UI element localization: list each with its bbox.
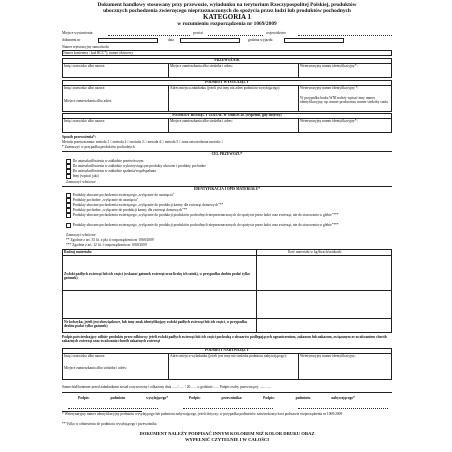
receiver-header: PODMIOT NABYWAJĄCY [205,348,249,352]
footer-line-1: DOKUMENT NALEŻY PODPISAĆ INNYM KOLOREM NIŻ KOLOR DRUKU ORAZ [139,431,315,436]
checkbox-icon[interactable] [66,213,71,218]
intermediary-address-label: Miejsce zamieszkania albo siedziba i adres: [170,119,233,123]
consignor-vet-note: W przypadku braku WNI należy wpisać inny numer identyfikacyjny, np. numer producenta, numer siedziby stada. [300,96,389,105]
checkbox-icon[interactable] [66,159,71,164]
material-type-label: Rodzaj materiału: [64,250,93,254]
vehicle-label: Numer rejestracyjny samochodu [62,45,109,49]
identification-header: IDENTYFIKACJA I OPIS MATERIAŁU* [193,187,261,191]
divider [298,85,299,112]
receiver-name-label: Imię i nazwisko albo nazwa: [64,354,106,358]
consignor-address-label: Miejsce zamieszkania albo adres: [64,99,113,103]
checkbox-icon[interactable] [66,169,71,174]
transport-method-label: Sposób przewożenia*: [62,135,97,139]
unloading-address-label: Adres miejsca wyładunku (jeżeli jest inny niż siedziba podmiotu nabywającego): [170,354,287,358]
intermediary-name-label: Imię i nazwisko albo nazwa: [64,119,106,123]
consignor-vet-label: Weterynaryjny numer identyfikacyjny *: [300,86,359,90]
ident-option[interactable]: Produkty uboczne pochodzenia zwierzęcego „wyłącznie do produkcji karmy dla zwierząt domowych"** [66,203,223,208]
voivodeship-field[interactable] [298,35,392,36]
consignor-name-label: Imię i nazwisko albo nazwa: [64,86,106,90]
ident-note-2: *** Zgodnie z art. 12 lit. f rozporządzenia nr 1069/2009 [66,243,147,247]
ident-note-1: ** Zgodnie z art. 35 lit. a pkt ii rozporządzenia nr 1069/2009 [66,238,154,242]
disinfection-line: Samochód/kontener przed załadunkiem został oczyszczony i odkażony dnia ..... / ..... / 20....... o godzinie ...... Podpis osoby przewożącej: ............ [62,385,271,389]
divider [62,318,392,319]
title-line-1: Dokument handlowy stosowany przy przewozie, wyładunku na terytorium Rzeczypospolitej Polskiej, produktów [97,2,357,8]
carcass-description-label: Zwłoki padłych zwierząt lub ich części (wskazać gatunek zwierzęt oraz liczbę ich sztuk), w przypadku drobiu podać tylko gatunek) [64,272,250,281]
date-label: data [168,38,174,42]
checkbox-icon[interactable] [66,208,71,213]
doc-number-field[interactable] [98,38,158,43]
divider [168,353,169,380]
purpose-option[interactable]: Do unieszkodliwienia w zakładzie wykorzystującym produkty uboczne i produkty pochodne [66,164,206,169]
divider [168,85,169,112]
divider [168,118,169,133]
derived-products-note: * Zaznaczyć w przypadku produktów pochodnych [62,145,135,149]
signature-receiver-field[interactable] [298,408,388,409]
signature-labels: Podpis: podmiotu wysyłającego* Podpis: przewoźnika: Podpis: podmiotu nabywającego* [78,396,355,400]
place-label: Miejsce wystawienia: [62,31,94,35]
title-category: KATEGORIA 1 [203,13,251,21]
container-label: Numer kontenera / kod RCC*), numer okresowy [63,51,134,55]
ident-footnote: Zaznaczyć właściwe [66,233,96,237]
intermediary-header: PODMIOT BIORĄCY UDZIAŁ W OBROCIE (wypełnić, gdy dotyczy) [172,113,282,117]
document-sheet [58,0,396,452]
departure-field[interactable] [284,38,344,43]
purpose-option[interactable]: Do unieszkodliwienia w zakładzie przetwórczym [66,159,143,164]
carrier-header: PRZEWOŹNIK [214,58,240,62]
footer-line-2: WYPEŁNIĆ CZYTELNIE I W CAŁOŚCI [184,437,270,442]
divider [298,118,299,133]
carrier-address-label: Miejsce zamieszkania albo siedziba i adres: [170,64,233,68]
checkbox-icon[interactable] [66,198,71,203]
intermediary-vet-label: Weterynaryjny numer identyfikacyjny*: [300,119,358,123]
purpose-header: CEL PRZEWOZU* [211,152,243,156]
checkbox-icon[interactable] [66,174,71,179]
doc-number-label: dokument nr [62,38,81,42]
receipt-confirmation-note: Podpis potwierdzający odbiór produktu przez odbiorcę: jeżeli zwłoki padłych zwierząt lub ich części pochodzą z obszarów podlegających ograniczeniom, zakazom lub nakazom, związanym ze zwalczaniem chorób zakaźnych zwierząt oraz zwalczania chorób zakaźnych zwierząt [62,335,387,344]
county-label: powiat [193,31,203,35]
county-field[interactable] [208,35,263,36]
processing-method-note: Metoda przetwarzania: metoda 1 □ metoda 2 □ metoda 3 □ metoda 4 □ metoda 5 □ inna zatwierdzona metoda □ [62,140,223,144]
consignor-header: PODMIOT WYSYŁAJĄCY [205,80,249,84]
receiver-vet-label: Weterynaryjny numer identyfikacyjny: [300,354,356,358]
title-line-2: ubocznych pochodzenia zwierzęcego nieprzeznaczonych do spożycia przez ludzi lub produktów pochodnych [103,8,351,14]
loading-address-label: Adres miejsca załadunku (jeżeli jest inny niż adres podmiotu wysyłającego): [170,86,281,90]
ident-option[interactable]: Produkty uboczne pochodzenia zwierzęcego „wyłącznie do usunięcia" [66,193,174,198]
divider [298,63,299,78]
title-regulation: w rozumieniu rozporządzenia nr 1069/2009 [177,21,277,27]
footnote-1: * Weterynaryjny numer identyfikacyjny podmiotu wysyłającego lub podmiotu nabywającego, jeżeli dotyczy; w przypadku podmiotów zatwierdzonych na podstawie rozporządzenia nr 1069/2009 [62,412,343,416]
divider [62,255,392,256]
divider [298,353,299,380]
ear-tag-label: Nr kolczyka, jeżeli jest obowiązkowe, lub inny znak identyfikujący zwłoki padłych zwierząt lub ich części, w przypadku drobiu podać tylko gatunek) [64,320,247,329]
receiver-address-label: Miejsce zamieszkania albo siedziba i adres: [64,366,127,370]
checkbox-icon[interactable] [66,203,71,208]
material-quantity-label: Ilość materiału w kg/litrach/sztukach: [288,250,343,254]
carrier-name-label: Imię i nazwisko albo nazwa: [64,64,106,68]
signature-consignor-field[interactable] [68,408,158,409]
purpose-option[interactable]: Do unieszkodliwienia w zakładzie spalania/współspalania [66,169,156,174]
date-field[interactable] [180,38,240,43]
divider [168,63,169,78]
checkbox-icon[interactable] [66,164,71,169]
purpose-option[interactable]: Inny (wpisać jaki) [66,174,99,179]
checkbox-icon[interactable] [66,223,71,228]
divider [62,392,392,393]
ident-option[interactable]: Produkty uboczne pochodzenia zwierzęcego „wyłącznie do produkcji produktów pochodnych nieprzeznaczonych do spożycia przez ludzi oraz zwierząt, nie do stosowania w glebie"*** [66,223,390,228]
departure-label: godzina wyjazdu [248,38,273,42]
signature-carrier-field[interactable] [183,408,273,409]
carrier-vet-label: Weterynaryjny numer identyfikacyjny*: [300,64,358,68]
purpose-footnote: Zaznaczyć właściwe [66,180,96,184]
divider [256,249,257,333]
checkbox-icon[interactable] [66,193,71,198]
ident-option[interactable]: Produkty pochodne „wyłącznie do produkcji karmy dla zwierząt domowych"** [66,208,187,213]
ident-option[interactable]: Produkty uboczne pochodzenia zwierzęcego „wyłącznie do produkcji produktów pochodnych nieprzeznaczonych do spożycia przez ludzi oraz zwierząt, nie do stosowania w glebie"*** [66,213,390,218]
footnote-2: ** Tylko w odniesieniu do podmiotu wysyłającego i przewoźnika [62,422,157,426]
divider [62,290,392,291]
ident-option[interactable]: Produkty pochodne „wyłącznie do usunięcia" [66,198,138,203]
voivodeship-label: województwo [266,31,287,35]
place-field[interactable] [108,35,190,36]
